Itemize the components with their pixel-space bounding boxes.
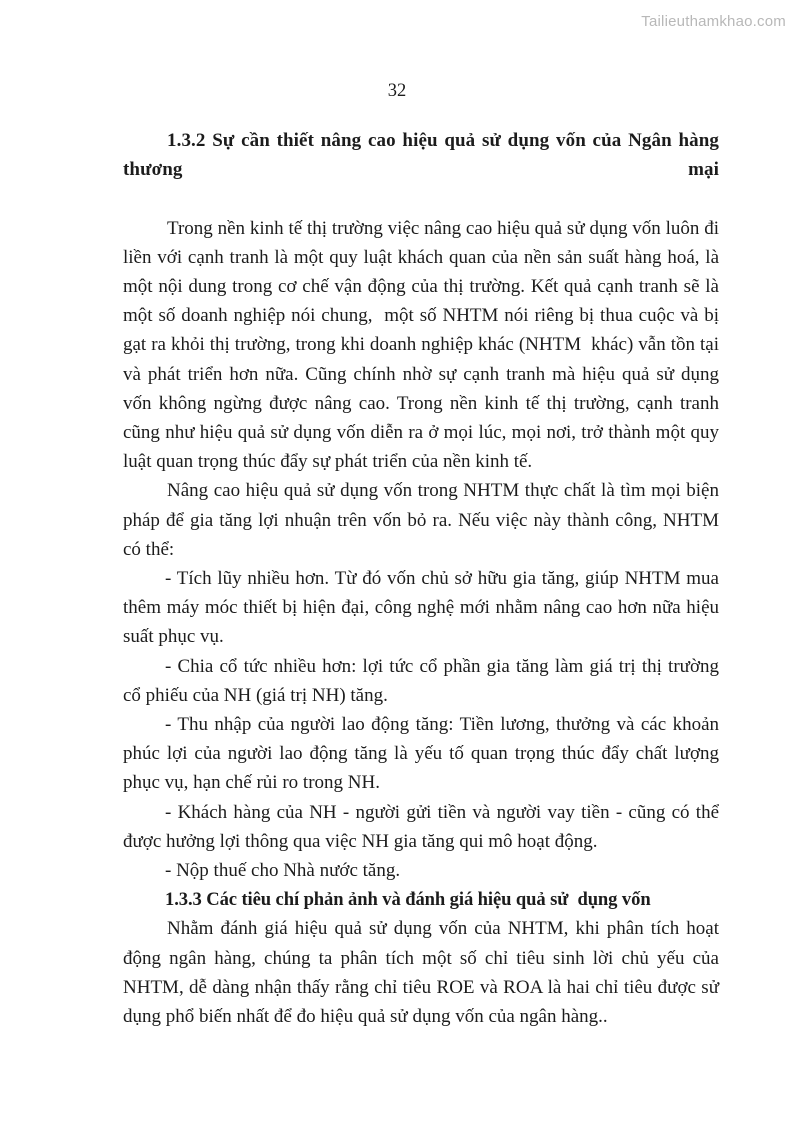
bullet-customers: - Khách hàng của NH - người gửi tiền và người vay tiền - cũng có thể được hưởng lợi thông qua việc NH gia tăng qui mô hoạt động.	[123, 801, 724, 852]
section-heading-1-3-3: 1.3.3 Các tiêu chí phản ảnh và đánh giá hiệu quả sử dụng vốn	[165, 889, 651, 911]
section-heading-1-3-2: 1.3.2 Sự cần thiết nâng cao hiệu quả sử dụng vốn của Ngân hàng thương mại	[123, 130, 724, 181]
page-number: 32	[387, 81, 407, 101]
paragraph-roe-roa: Nhằm đánh giá hiệu quả sử dụng vốn của NHTM, khi phân tích hoạt động ngân hàng, chúng ta phân tích một số chỉ tiêu sinh lời chủ yếu của NHTM, dễ dàng nhận thấy rằng chỉ tiêu ROE và ROA là hai chỉ tiêu được sử dụng phổ biến nhất để đo hiệu quả sử dụng vốn của ngân hàng..	[123, 918, 724, 1028]
watermark-text: Tailieuthamkhao.com	[641, 13, 786, 30]
bullet-worker-income: - Thu nhập của người lao động tăng: Tiền lương, thưởng và các khoản phúc lợi của người lao động tăng là yếu tố quan trọng thúc đẩy chất lượng phục vụ, hạn chế rủi ro trong NH.	[123, 714, 724, 794]
bullet-dividends: - Chia cổ tức nhiều hơn: lợi tức cổ phần gia tăng làm giá trị thị trường cổ phiếu của NH (giá trị NH) tăng.	[123, 655, 724, 706]
bullet-accumulation: - Tích lũy nhiều hơn. Từ đó vốn chủ sở hữu gia tăng, giúp NHTM mua thêm máy móc thiết bị hiện đại, công nghệ mới nhằm nâng cao hơn nữa hiệu suất phục vụ.	[123, 568, 724, 648]
paragraph-profit-measures: Nâng cao hiệu quả sử dụng vốn trong NHTM thực chất là tìm mọi biện pháp để gia tăng lợi nhuận trên vốn bỏ ra. Nếu việc này thành công, NHTM có thể:	[123, 480, 724, 560]
bullet-taxes: - Nộp thuế cho Nhà nước tăng.	[165, 860, 401, 882]
page-body	[123, 126, 724, 1031]
paragraph-competition: Trong nền kinh tế thị trường việc nâng cao hiệu quả sử dụng vốn luôn đi liền với cạnh tranh là một quy luật khách quan của nền sản suất hàng hoá, là một nội dung trong cơ chế vận động của thị trường. Kết quả cạnh tranh sẽ là một số doanh nghiệp nói chung, một số NHTM nói riêng bị thua cuộc và bị gạt ra khỏi thị trường, trong khi doanh nghiệp khác (NHTM khác) vẫn tồn tại và phát triển hơn nữa. Cũng chính nhờ sự cạnh tranh mà hiệu quả sử dụng vốn không ngừng được nâng cao. Trong nền kinh tế thị trường, cạnh tranh cũng như hiệu quả sử dụng vốn diễn ra ở mọi lúc, mọi nơi, trở thành một quy luật quan trọng thúc đẩy sự phát triển của nền kinh tế.	[123, 217, 724, 473]
